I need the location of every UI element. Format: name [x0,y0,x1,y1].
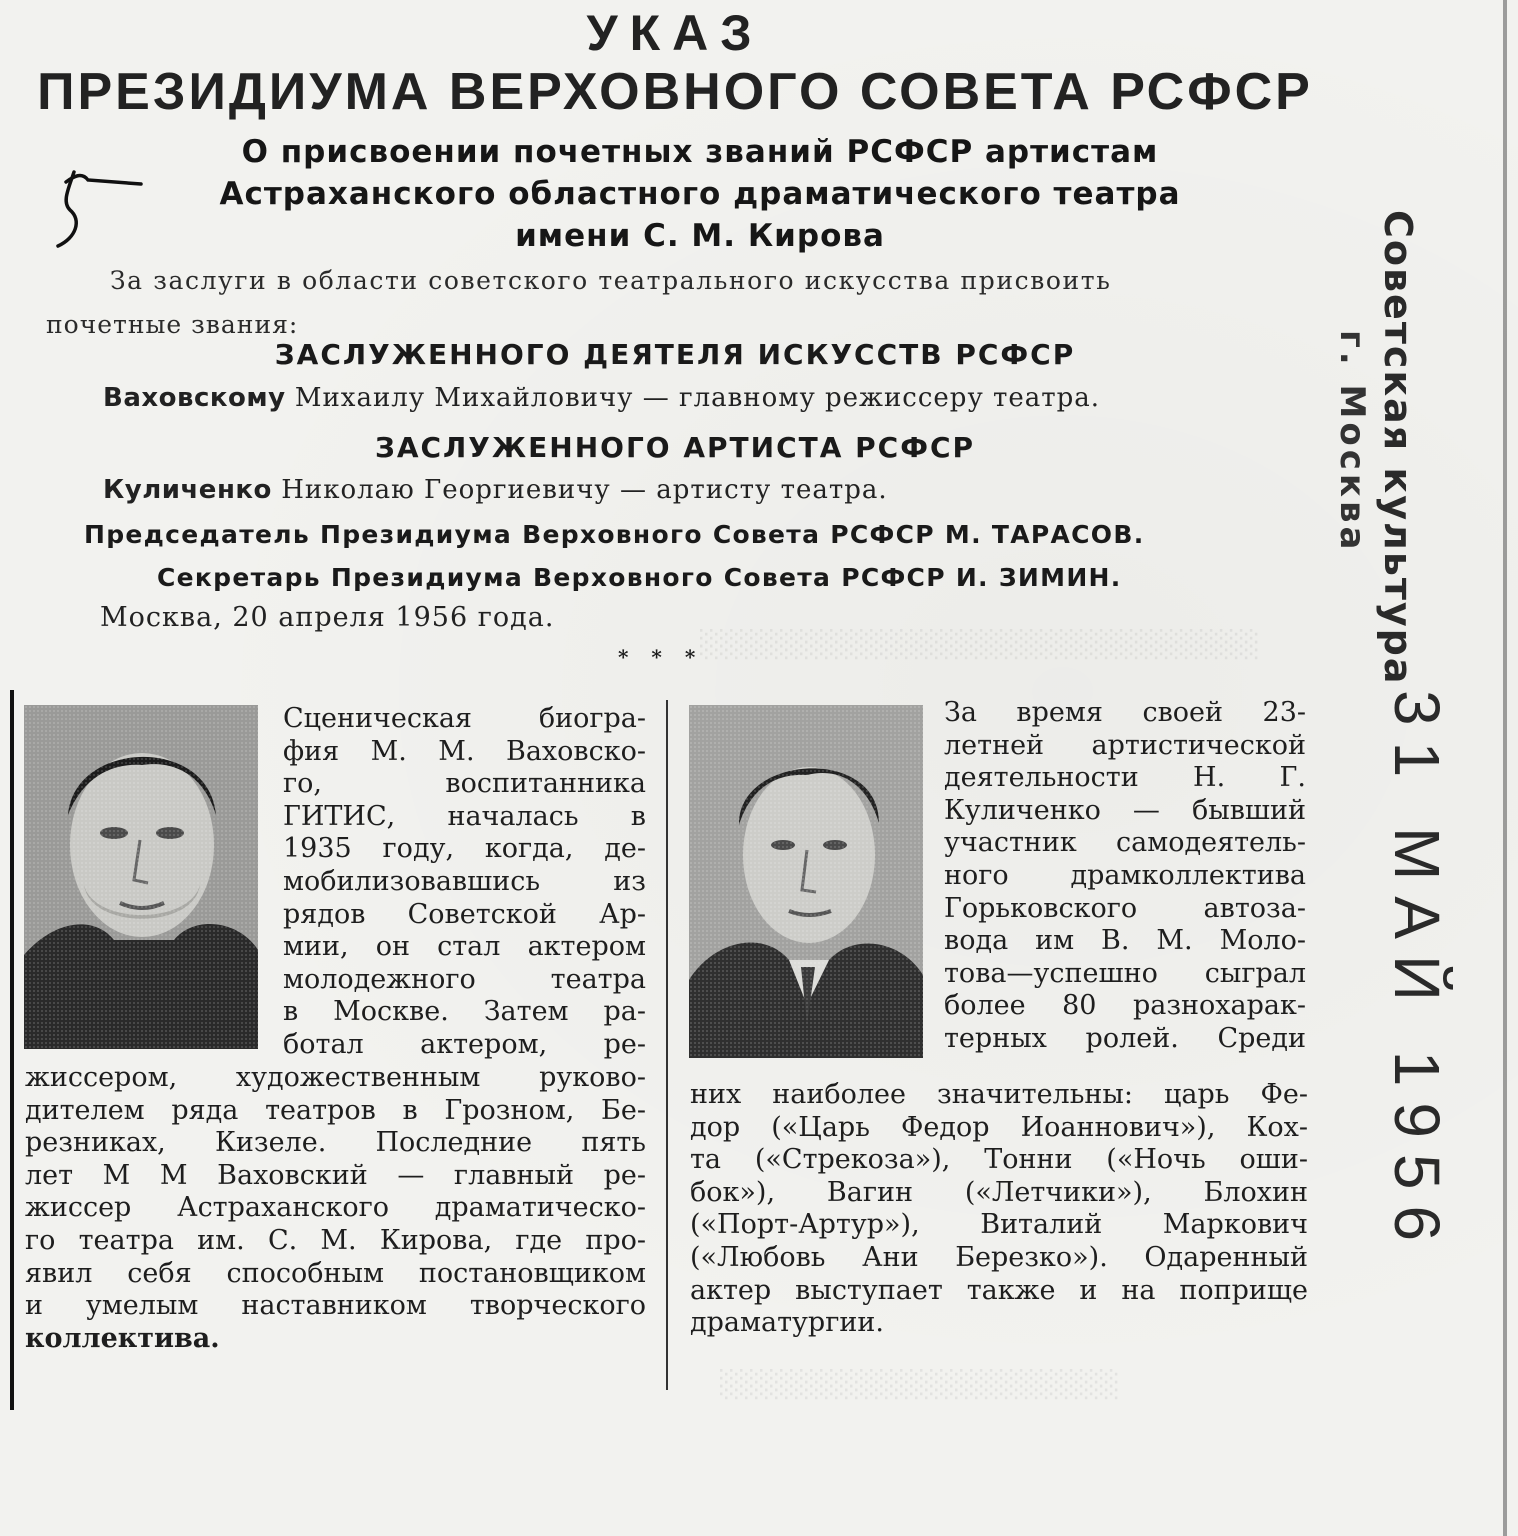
text-line: молодежного театра [283,963,646,995]
awardee-2-details: Николаю Георгиевичу — артисту театра. [281,475,888,505]
decree-date: Москва, 20 апреля 1956 года. [100,602,555,633]
awardee-1 [103,383,1100,413]
subtitle-line-2: Астраханского областного драматического театра [219,176,1181,212]
stamp-city: г. Москва [1332,330,1372,554]
subtitle-line-1: О присвоении почетных званий РСФСР артистам [241,134,1159,170]
text-line: резниках, Кизеле. Последние пять [25,1127,646,1159]
page-edge [1503,0,1507,1536]
text-line: бок»), Вагин («Летчики»), Блохин [690,1176,1308,1208]
portrait-image-icon [24,705,258,1049]
decree-intro-line-2: почетные звания: [46,310,299,339]
text-line: явил себя способным постановщиком [25,1257,646,1289]
text-line: жиссером, художественным руково- [25,1062,646,1093]
text-line: лет М М Ваховский — главный ре- [25,1159,646,1191]
article-kulichenko-top [944,697,1306,1056]
column-divider [666,700,668,1390]
text-line: 1935 году, когда, де- [283,833,646,865]
honorary-title-1: ЗАСЛУЖЕННОГО ДЕЯТЕЛЯ ИСКУССТВ РСФСР [274,338,1076,371]
text-line: дителем ряда театров в Грозном, Бе- [25,1094,646,1126]
text-line: участник самодеятель- [944,827,1306,859]
text-line: го театра им. С. М. Кирова, где про- [25,1224,646,1256]
text-line: актер выступает также и на поприще [690,1274,1308,1306]
text-line: За время своей 23- [944,697,1306,728]
text-line: летней артистической [944,729,1306,761]
text-line: них наиболее значительны: царь Фе- [690,1079,1308,1110]
issuing-body: ПРЕЗИДИУМА ВЕРХОВНОГО СОВЕТА РСФСР [37,63,1313,121]
decree-intro-line-1: За заслуги в области советского театрального искусства присвоить [110,266,1112,295]
article-kulichenko-bottom [690,1079,1308,1340]
awardee-2-surname: Куличенко [103,475,272,505]
text-line: рядов Советской Ар- [283,898,646,930]
text-line: вода им В. М. Моло- [944,925,1306,957]
text-line: ного драмколлектива [944,859,1306,891]
text-line: та («Стрекоза»), Тонни («Ночь оши- [690,1144,1308,1176]
text-line: жиссер Астраханского драматическо- [25,1192,646,1224]
honorary-title-2: ЗАСЛУЖЕННОГО АРТИСТА РСФСР [374,431,976,464]
awardee-2 [103,475,888,505]
article-vakhovsky-top [283,703,646,1062]
text-line: дор («Царь Федор Иоаннович»), Кох- [690,1111,1308,1143]
text-line: коллектива. [25,1322,220,1354]
awardee-1-surname: Ваховскому [103,383,286,413]
chairman-signature: Председатель Президиума Верховного Совета РСФСР М. ТАРАСОВ. [84,520,1145,549]
text-line: ботал актером, ре- [283,1028,646,1060]
portrait-vakhovsky [24,705,258,1049]
text-line: («Любовь Ани Березко»). Одаренный [690,1241,1308,1273]
secretary-signature: Секретарь Президиума Верховного Совета РСФСР И. ЗИМИН. [157,563,1122,592]
portrait-image-icon [689,705,923,1058]
text-line: мобилизовавшись из [283,865,646,897]
text-line: более 80 разнохарак- [944,990,1306,1022]
text-line: го, воспитанника [283,768,646,800]
bleed-through-text: ░░░░░░░░░░░░░░░░░░░░░░░░░░░░ [700,630,1260,660]
text-line: ГИТИС, началась в [283,800,646,832]
text-line: терных ролей. Среди [944,1022,1306,1054]
text-line: фия М. М. Ваховско- [283,735,646,767]
text-line: Сценическая биогра- [283,703,646,734]
text-line: мии, он стал актером [283,931,646,963]
article-vakhovsky-bottom [25,1062,646,1355]
text-line: («Порт-Артур»), Виталий Маркович [690,1209,1308,1241]
decree-heading: УКАЗ [586,5,764,61]
awardee-1-details: Михаилу Михайловичу — главному режиссеру театра. [294,383,1101,413]
text-line: деятельности Н. Г. [944,762,1306,794]
portrait-kulichenko [689,705,923,1058]
stamp-newspaper-name: Советская культура [1376,210,1420,686]
text-line: това—успешно сыграл [944,957,1306,989]
page-crease [10,690,14,1410]
text-line: Куличенко — бывший [944,794,1306,826]
section-separator: * * * [618,645,704,669]
stamp-date: 31 МАЙ 1956 [1381,690,1453,1258]
bleed-through-text: ░░░░░░░░░░░░░░░░░░░░ [720,1370,1120,1400]
text-line: и умелым наставником творческого [25,1290,646,1322]
subtitle-line-3: имени С. М. Кирова [515,218,885,254]
text-line: Горьковского автоза- [944,892,1306,924]
text-line: в Москве. Затем ра- [283,996,646,1028]
text-line: драматургии. [690,1307,884,1339]
